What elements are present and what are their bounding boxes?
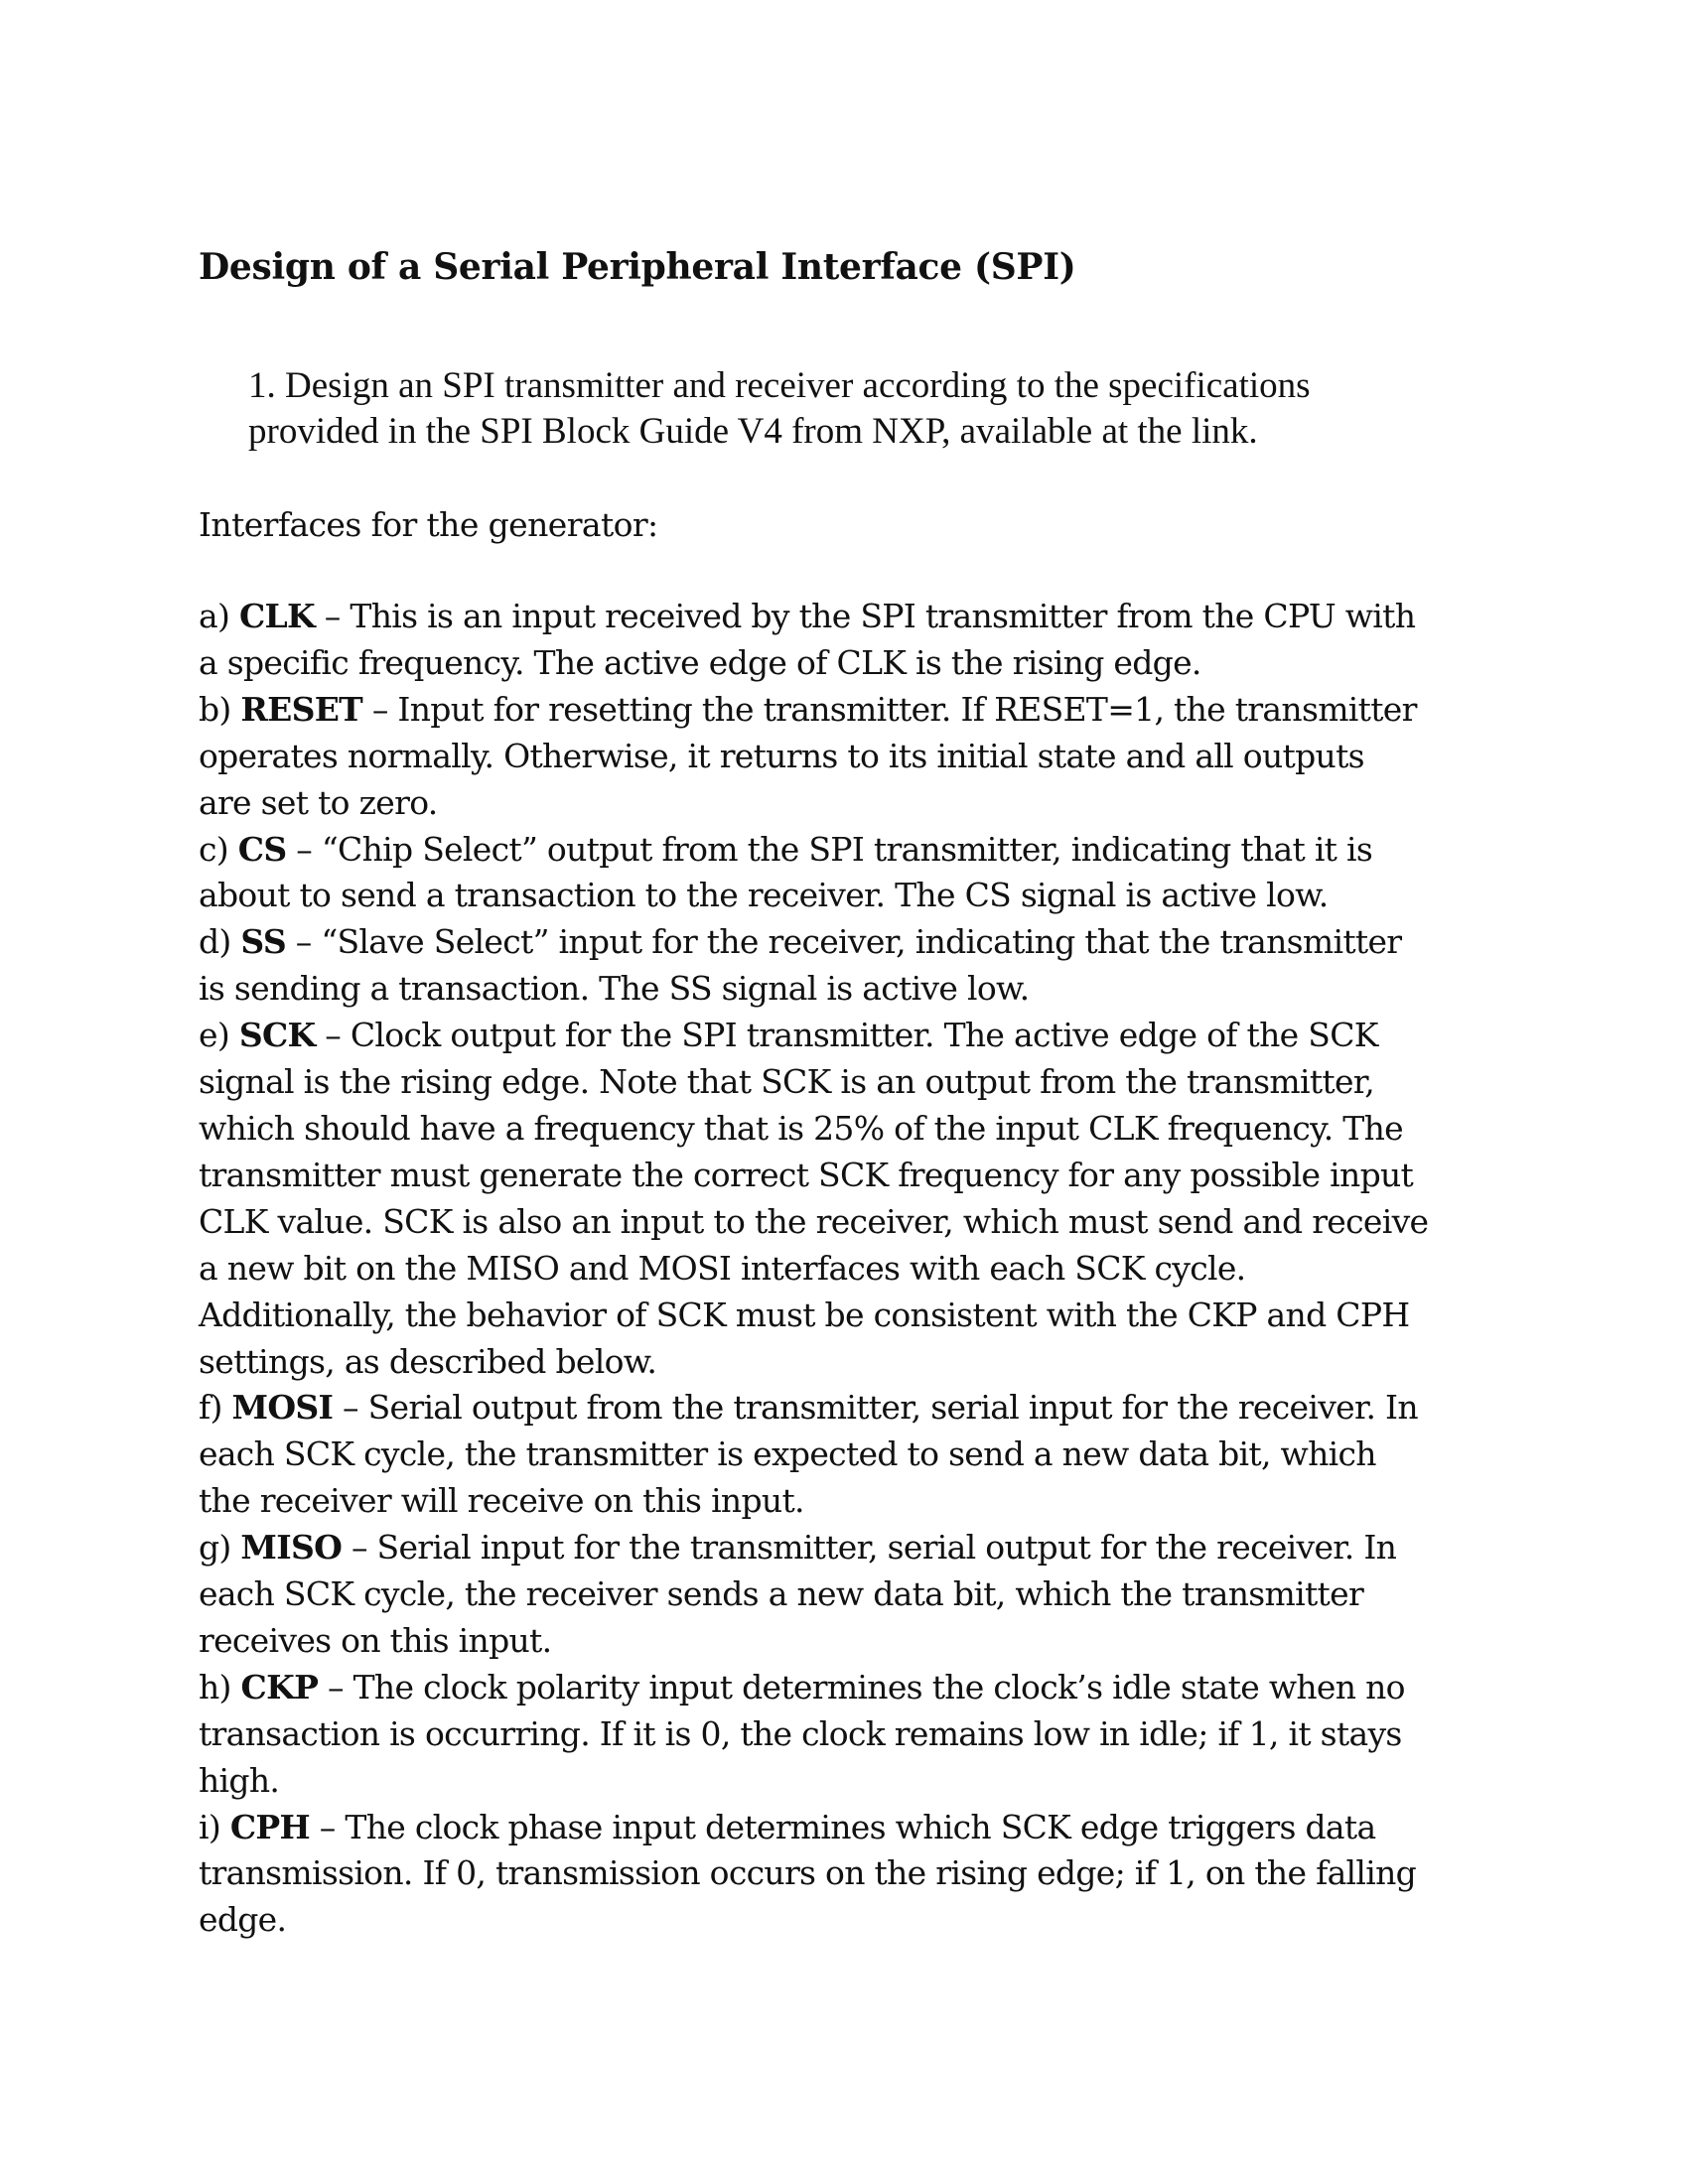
definition-letter: e) bbox=[199, 1016, 230, 1055]
definition-text: – “Chip Select” output from the SPI transmitter, indicating that it is bbox=[286, 829, 1373, 869]
definition-line bbox=[199, 919, 1489, 966]
interface-definitions bbox=[199, 594, 1489, 1944]
definition-term: MOSI bbox=[231, 1388, 334, 1428]
definition-line: is sending a transaction. The SS signal is active low. bbox=[199, 969, 1030, 1009]
definition-line: transmitter must generate the correct SCK frequency for any possible input bbox=[199, 1155, 1414, 1194]
definition-line bbox=[199, 827, 1489, 874]
definition-text: – The clock phase input determines which SCK edge triggers data bbox=[310, 1807, 1376, 1846]
definition-letter: h) bbox=[199, 1667, 231, 1706]
definition-line: transaction is occurring. If it is 0, the clock remains low in idle; if 1, it stays bbox=[199, 1713, 1402, 1753]
definition-term: CPH bbox=[229, 1807, 310, 1846]
definition-line: receives on this input. bbox=[199, 1620, 552, 1660]
task-line bbox=[248, 363, 1499, 409]
definition-text: – Input for resetting the transmitter. If RESET=1, the transmitter bbox=[362, 689, 1417, 729]
definition-text: – Clock output for the SPI transmitter. The active edge of the SCK bbox=[315, 1016, 1378, 1055]
definition-line: settings, as described below. bbox=[199, 1341, 657, 1381]
definition-text: – This is an input received by the SPI transmitter from the CPU with bbox=[315, 597, 1416, 635]
definition-line: each SCK cycle, the receiver sends a new data bit, which the transmitter bbox=[199, 1574, 1364, 1614]
interfaces-heading: Interfaces for the generator: bbox=[199, 505, 658, 544]
definition-term: SS bbox=[240, 922, 286, 962]
definition-line: a new bit on the MISO and MOSI interfaces with each SCK cycle. bbox=[199, 1248, 1246, 1288]
definition-line: signal is the rising edge. Note that SCK is an output from the transmitter, bbox=[199, 1062, 1375, 1102]
definition-line: a specific frequency. The active edge of CLK is the rising edge. bbox=[199, 642, 1201, 682]
definition-letter: c) bbox=[199, 829, 228, 869]
definition-text: – Serial output from the transmitter, serial input for the receiver. In bbox=[333, 1388, 1418, 1428]
definition-line: the receiver will receive on this input. bbox=[199, 1481, 804, 1521]
definition-line bbox=[199, 594, 1489, 640]
definition-line: Additionally, the behavior of SCK must be consistent with the CKP and CPH bbox=[199, 1295, 1410, 1334]
definition-line bbox=[199, 1805, 1489, 1851]
definition-letter: f) bbox=[199, 1388, 222, 1428]
definition-text: – The clock polarity input determines the clock’s idle state when no bbox=[318, 1667, 1405, 1706]
task-number: 1. bbox=[248, 365, 276, 406]
definition-letter: g) bbox=[199, 1528, 231, 1568]
definition-line: about to send a transaction to the receiver. The CS signal is active low. bbox=[199, 876, 1329, 915]
task-item bbox=[248, 363, 1499, 455]
task-line: provided in the SPI Block Guide V4 from NXP, available at the link. bbox=[248, 411, 1258, 452]
definition-line: are set to zero. bbox=[199, 782, 438, 822]
definition-term: CS bbox=[237, 829, 287, 869]
definition-letter: a) bbox=[199, 597, 230, 635]
definition-line: each SCK cycle, the transmitter is expected to send a new data bit, which bbox=[199, 1434, 1376, 1474]
definition-text: – “Slave Select” input for the receiver, indicating that the transmitter bbox=[285, 922, 1402, 962]
definition-line: operates normally. Otherwise, it returns to its initial state and all outputs bbox=[199, 736, 1364, 775]
definition-line bbox=[199, 1013, 1489, 1059]
definition-line bbox=[199, 687, 1489, 734]
definition-letter: d) bbox=[199, 922, 231, 962]
document-title: Design of a Serial Peripheral Interface (SPI) bbox=[199, 246, 1076, 288]
definition-line bbox=[199, 1385, 1489, 1432]
definition-line: transmission. If 0, transmission occurs on the rising edge; if 1, on the falling bbox=[199, 1853, 1417, 1893]
definition-line: edge. bbox=[199, 1900, 287, 1940]
definition-line bbox=[199, 1665, 1489, 1711]
definition-term: CLK bbox=[238, 597, 316, 635]
definition-letter: b) bbox=[199, 689, 231, 729]
definition-term: SCK bbox=[238, 1016, 316, 1055]
definition-text: – Serial input for the transmitter, serial output for the receiver. In bbox=[342, 1528, 1397, 1568]
definition-line: which should have a frequency that is 25% of the input CLK frequency. The bbox=[199, 1108, 1404, 1148]
definition-line: high. bbox=[199, 1760, 280, 1800]
definition-line: CLK value. SCK is also an input to the receiver, which must send and receive bbox=[199, 1201, 1429, 1241]
definition-term: CKP bbox=[240, 1667, 319, 1706]
definition-letter: i) bbox=[199, 1807, 221, 1846]
definition-term: RESET bbox=[240, 689, 363, 729]
task-line-text: Design an SPI transmitter and receiver according to the specifications bbox=[285, 365, 1311, 406]
definition-line bbox=[199, 1525, 1489, 1571]
definition-term: MISO bbox=[240, 1528, 343, 1568]
